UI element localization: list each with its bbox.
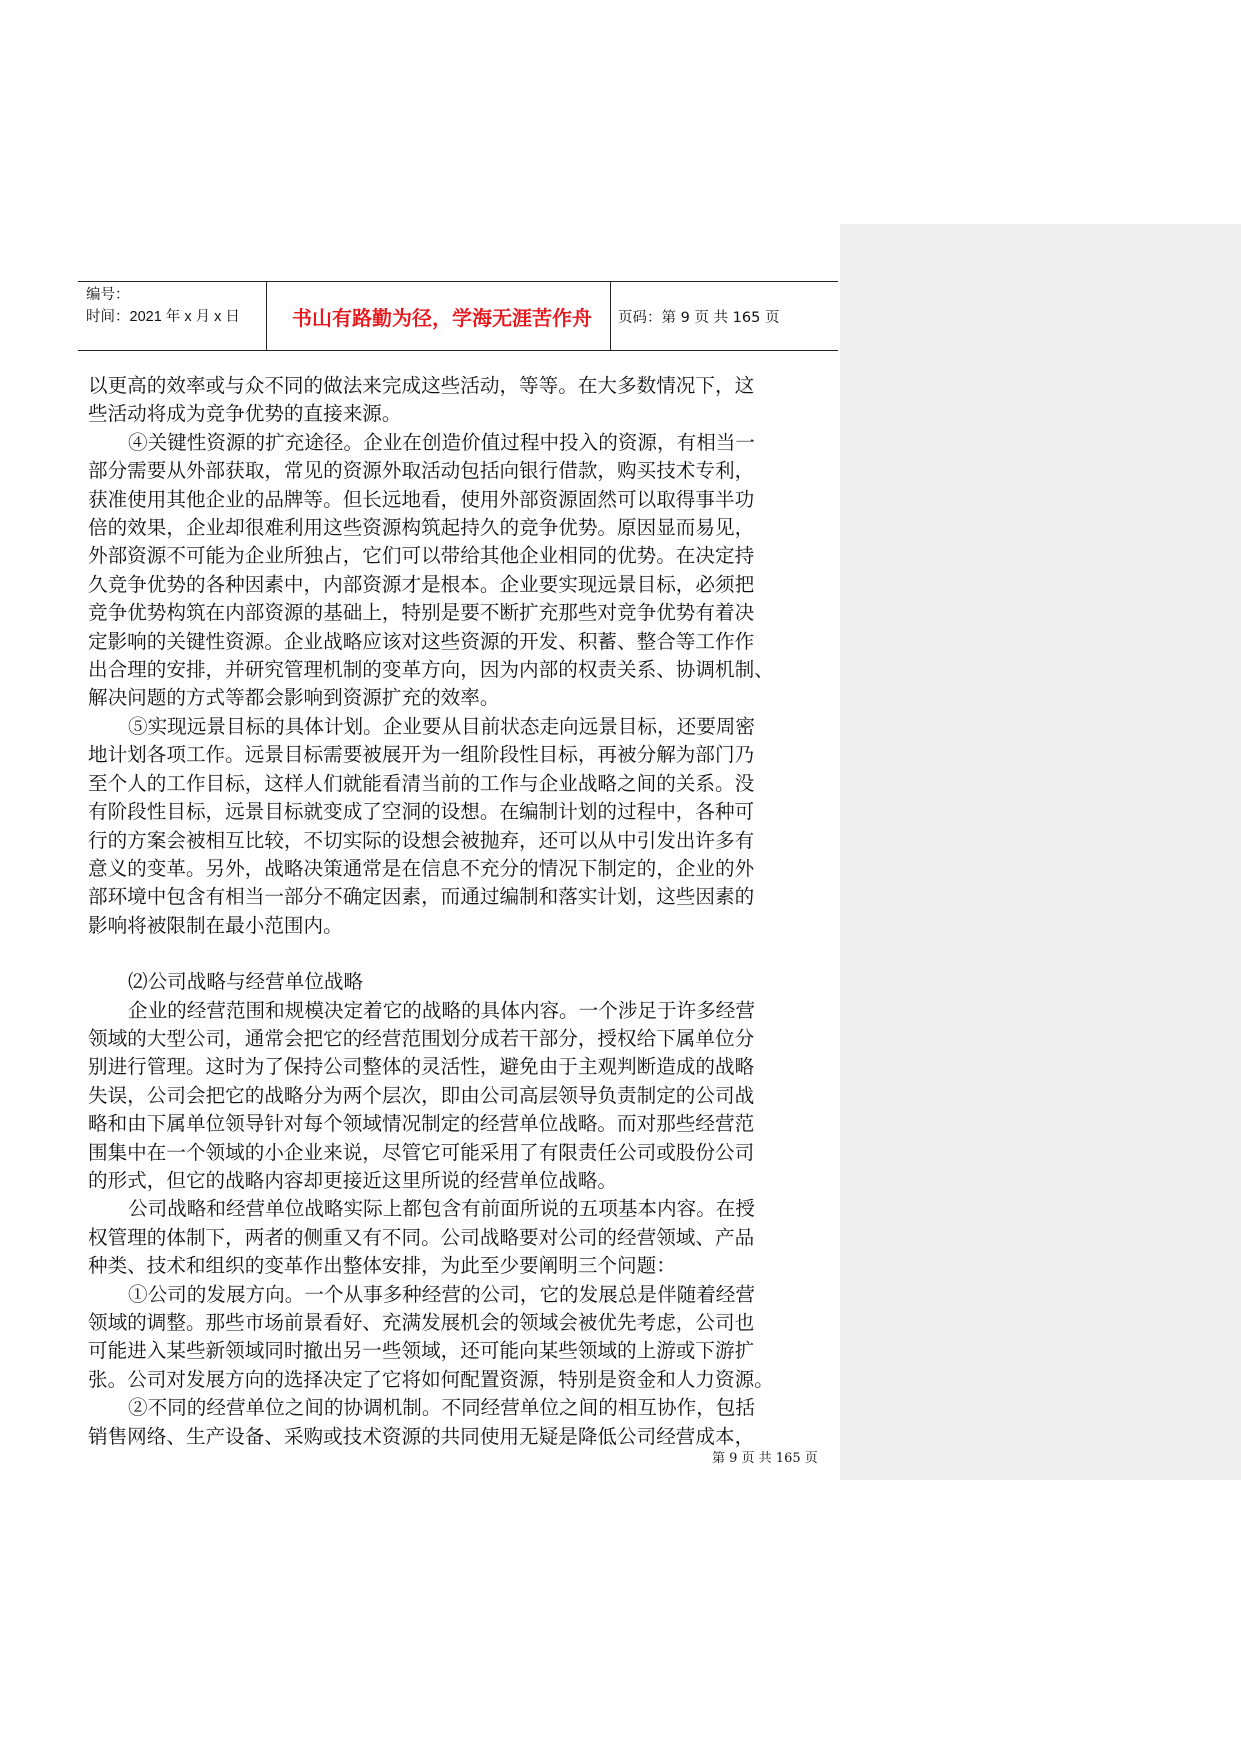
body-line: 以更高的效率或与众不同的做法来完成这些活动，等等。在大多数情况下，这	[88, 374, 755, 397]
page-footer: 第 9 页 共 165 页	[712, 1451, 818, 1466]
comment-margin-pane	[840, 224, 1241, 1480]
body-line: 失误，公司会把它的战略分为两个层次，即由公司高层领导负责制定的公司战	[88, 1083, 755, 1107]
header-motto: 书山有路勤为径，学海无涯苦作舟	[292, 305, 592, 330]
body-line: 久竞争优势的各种因素中，内部资源才是根本。企业要实现远景目标，必须把	[88, 572, 755, 596]
body-line: 获准使用其他企业的品牌等。但长远地看，使用外部资源固然可以取得事半功	[88, 487, 755, 511]
header-divider	[266, 282, 267, 350]
body-line: 有阶段性目标，远景目标就变成了空洞的设想。在编制计划的过程中，各种可	[88, 800, 755, 824]
body-line: 领域的调整。那些市场前景看好、充满发展机会的领域会被优先考虑，公司也	[88, 1311, 755, 1334]
body-line: 张。公司对发展方向的选择决定了它将如何配置资源，特别是资金和人力资源。	[88, 1367, 774, 1391]
section-heading: ⑵公司战略与经营单位战略	[128, 970, 364, 994]
body-line: 公司战略和经营单位战略实际上都包含有前面所说的五项基本内容。在授	[128, 1197, 755, 1221]
body-line: 解决问题的方式等都会影响到资源扩充的效率。	[88, 686, 500, 710]
doc-time-label: 时间：2021 年 x 月 x 日	[86, 309, 240, 325]
body-line: 部环境中包含有相当一部分不确定因素，而通过编制和落实计划，这些因素的	[88, 885, 755, 909]
body-line: 销售网络、生产设备、采购或技术资源的共同使用无疑是降低公司经营成本，	[88, 1424, 755, 1448]
body-line: 权管理的体制下，两者的侧重又有不同。公司战略要对公司的经营领域、产品	[88, 1225, 755, 1249]
body-line: 领域的大型公司，通常会把它的经营范围划分成若干部分，授权给下属单位分	[88, 1026, 755, 1050]
body-line: 的形式，但它的战略内容却更接近这里所说的经营单位战略。	[88, 1168, 618, 1192]
body-line: ④关键性资源的扩充途径。企业在创造价值过程中投入的资源，有相当一	[128, 430, 755, 454]
doc-number-label: 编号：	[86, 287, 130, 303]
body-line: 出合理的安排，并研究管理机制的变革方向，因为内部的权责关系、协调机制、	[88, 658, 774, 682]
header-info	[86, 284, 240, 328]
body-line: 至个人的工作目标，这样人们就能看清当前的工作与企业战略之间的关系。没	[88, 771, 755, 795]
body-line: 企业的经营范围和规模决定着它的战略的具体内容。一个涉足于许多经营	[128, 998, 755, 1022]
body-line: 部分需要从外部获取，常见的资源外取活动包括向银行借款，购买技术专利，	[88, 459, 755, 483]
body-line: 定影响的关键性资源。企业战略应该对这些资源的开发、积蓄、整合等工作作	[88, 629, 755, 653]
page-header	[78, 281, 838, 351]
body-line: 意义的变革。另外，战略决策通常是在信息不充分的情况下制定的，企业的外	[88, 856, 755, 880]
body-line: 种类、技术和组织的变革作出整体安排，为此至少要阐明三个问题：	[88, 1254, 676, 1278]
body-line: 些活动将成为竞争优势的直接来源。	[88, 402, 402, 426]
header-page-label: 页码：第 9 页 共 165 页	[618, 309, 780, 326]
body-line: 围集中在一个领域的小企业来说，尽管它可能采用了有限责任公司或股份公司	[88, 1140, 755, 1164]
document-body	[88, 372, 840, 1451]
body-line: ①公司的发展方向。一个从事多种经营的公司，它的发展总是伴随着经营	[128, 1282, 755, 1306]
body-line: 倍的效果，企业却很难利用这些资源构筑起持久的竞争优势。原因显而易见，	[88, 516, 755, 540]
body-line: 别进行管理。这时为了保持公司整体的灵活性，避免由于主观判断造成的战略	[88, 1055, 755, 1079]
header-divider	[610, 282, 611, 350]
body-line: 略和由下属单位领导针对每个领域情况制定的经营单位战略。而对那些经营范	[88, 1112, 755, 1136]
body-line: 影响将被限制在最小范围内。	[88, 913, 343, 937]
body-line: 竞争优势构筑在内部资源的基础上，特别是要不断扩充那些对竞争优势有着决	[88, 601, 755, 625]
body-line: 外部资源不可能为企业所独占，它们可以带给其他企业相同的优势。在决定持	[88, 544, 755, 568]
body-line: ②不同的经营单位之间的协调机制。不同经营单位之间的相互协作，包括	[128, 1396, 755, 1420]
body-line: 可能进入某些新领域同时撤出另一些领域，还可能向某些领域的上游或下游扩	[88, 1339, 755, 1363]
body-line: ⑤实现远景目标的具体计划。企业要从目前状态走向远景目标，还要周密	[128, 714, 755, 738]
body-line: 地计划各项工作。远景目标需要被展开为一组阶段性目标，再被分解为部门乃	[88, 743, 755, 767]
body-line: 行的方案会被相互比较，不切实际的设想会被抛弃，还可以从中引发出许多有	[88, 828, 755, 852]
